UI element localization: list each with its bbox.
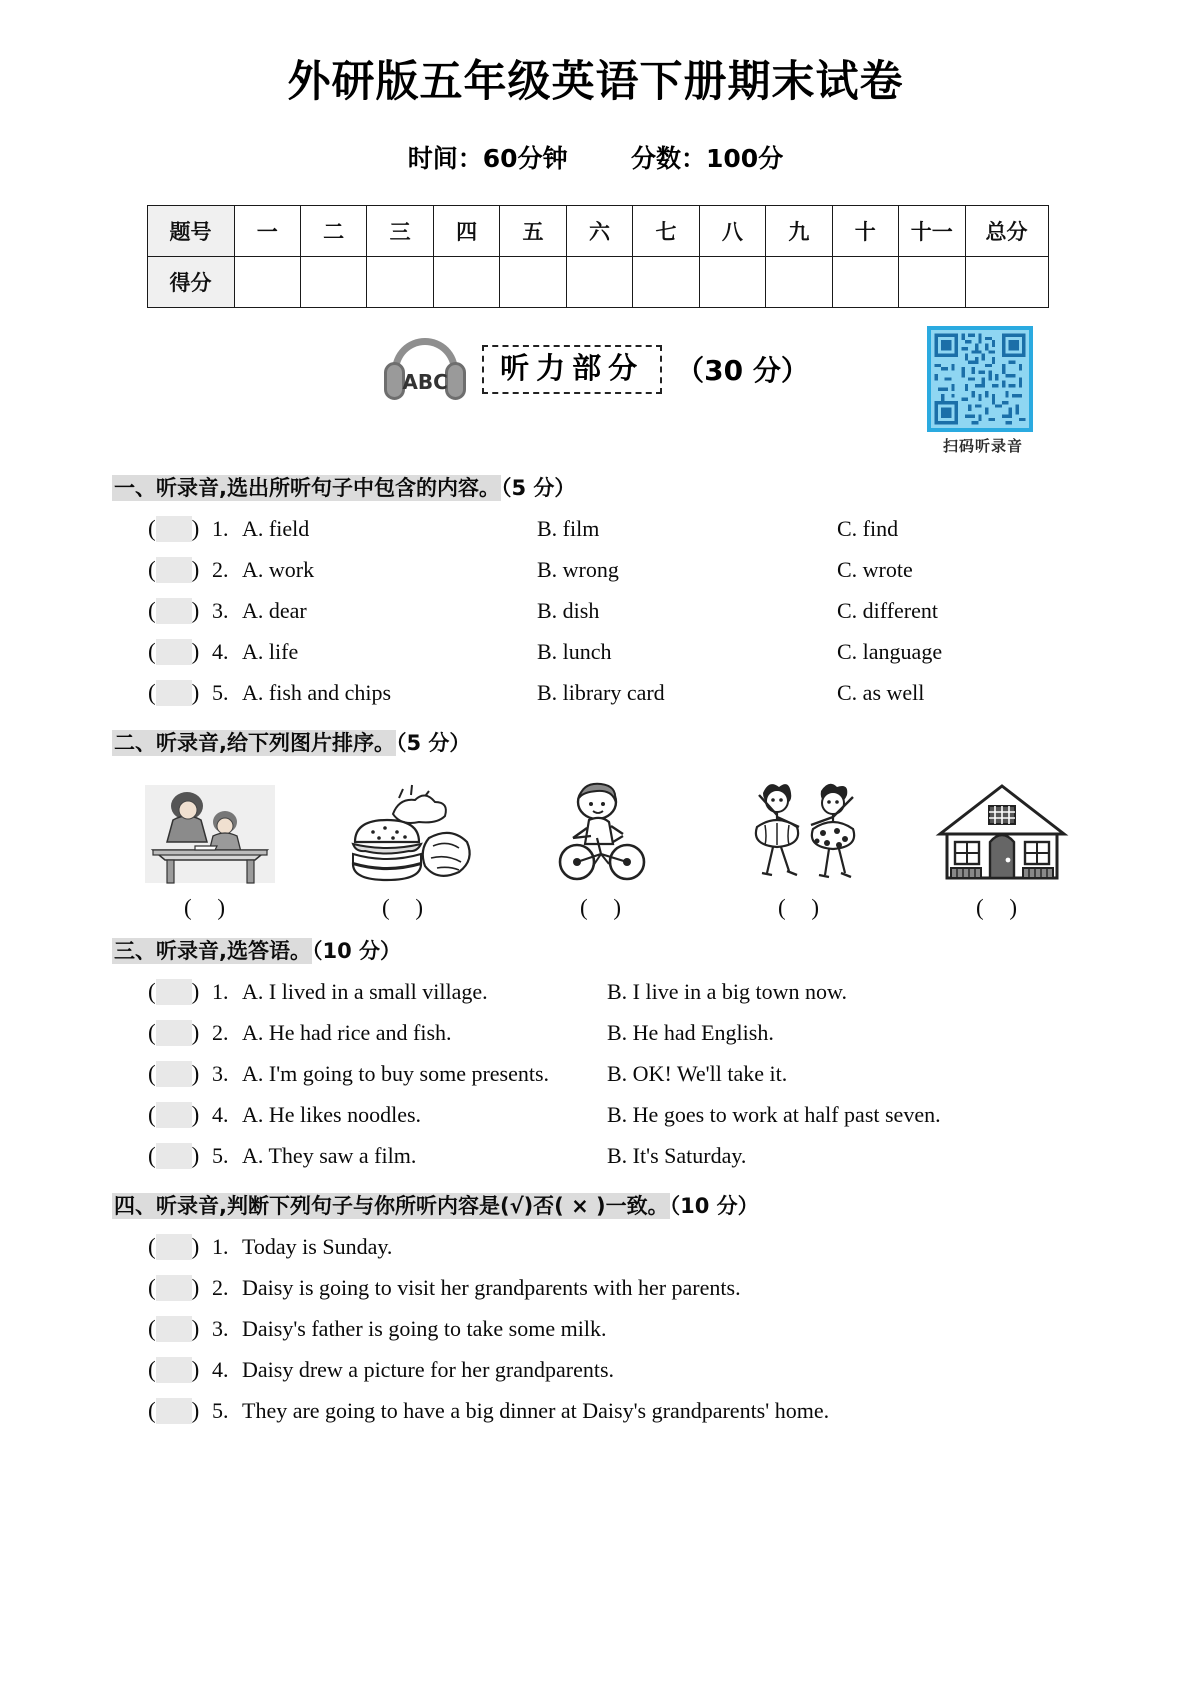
child-riding-bicycle-icon [531, 780, 681, 885]
statement-text: Daisy is going to visit her grandparents with her parents. [242, 1275, 741, 1300]
question-row [148, 1053, 1191, 1094]
option-a[interactable]: A. They saw a film. [242, 1143, 417, 1168]
section-1-points: （5 分） [500, 476, 576, 500]
question-number: 4. [212, 639, 229, 664]
score-table-col-0: 一 [234, 206, 300, 257]
score-table-col-3: 四 [433, 206, 499, 257]
answer-blank[interactable]: ( ) [148, 680, 200, 705]
option-a[interactable]: A. He had rice and fish. [242, 1020, 452, 1045]
question-number: 4. [212, 1102, 229, 1127]
score-table-row-label-0: 题号 [147, 206, 234, 257]
section-heading-1 [0, 472, 1191, 502]
question-row [148, 1135, 1191, 1176]
question-number: 3. [212, 1316, 229, 1341]
score-cell-6[interactable] [633, 257, 699, 308]
score-table-col-2: 三 [367, 206, 433, 257]
question-number: 4. [212, 1357, 229, 1382]
mother-and-child-reading-at-desk-icon [135, 780, 285, 885]
section-2-title: 二、听录音,给下列图片排序。 [114, 731, 395, 755]
option-a[interactable]: A. work [242, 557, 315, 582]
question-row [148, 508, 1191, 549]
score-cell-9[interactable] [832, 257, 898, 308]
picture-item [333, 775, 483, 921]
answer-blank[interactable]: ( ) [148, 1275, 200, 1300]
score-cell-8[interactable] [766, 257, 832, 308]
picture-item [531, 775, 681, 921]
picture-order-blank[interactable]: ( ) [579, 895, 632, 920]
score-cell-11[interactable] [965, 257, 1048, 308]
score-table-wrapper [143, 205, 1049, 308]
question-row [148, 549, 1191, 590]
score-table [147, 205, 1049, 308]
option-b[interactable]: B. OK! We'll take it. [607, 1061, 788, 1086]
picture-order-blank[interactable]: ( ) [381, 895, 434, 920]
section-heading-2 [0, 727, 1191, 757]
score-cell-0[interactable] [234, 257, 300, 308]
section-4-points: （10 分） [669, 1194, 759, 1218]
section-3-points: （10 分） [311, 939, 402, 963]
option-a[interactable]: A. I lived in a small village. [242, 979, 488, 1004]
question-row [148, 631, 1191, 672]
score-table-col-4: 五 [500, 206, 566, 257]
option-c[interactable]: C. wrote [837, 557, 913, 582]
score-table-col-1: 二 [300, 206, 366, 257]
section-2-points: （5 分） [395, 731, 471, 755]
score-table-col-11: 总分 [965, 206, 1048, 257]
option-b[interactable]: B. It's Saturday. [607, 1143, 747, 1168]
score-cell-4[interactable] [500, 257, 566, 308]
picture-item [729, 775, 879, 921]
question-row [148, 590, 1191, 631]
picture-box [135, 775, 285, 885]
section-2-pictures [0, 775, 1191, 921]
qr-code-block[interactable] [927, 326, 1039, 456]
question-number: 3. [212, 598, 229, 623]
option-b[interactable]: B. He had English. [607, 1020, 774, 1045]
listening-section-banner [0, 326, 1191, 458]
section-4-questions [0, 1226, 1191, 1431]
qr-code-icon[interactable] [927, 326, 1033, 432]
option-b[interactable]: B. lunch [537, 639, 612, 664]
question-row [148, 971, 1191, 1012]
section-3-title: 三、听录音,选答语。 [114, 939, 311, 963]
question-number: 2. [212, 1020, 229, 1045]
option-a[interactable]: A. dear [242, 598, 307, 623]
picture-box [927, 775, 1077, 885]
score-cell-5[interactable] [566, 257, 632, 308]
option-a[interactable]: A. fish and chips [242, 680, 392, 705]
picture-order-blank[interactable]: ( ) [777, 895, 830, 920]
option-a[interactable]: A. life [242, 639, 299, 664]
question-number: 2. [212, 1275, 229, 1300]
option-b[interactable]: B. film [537, 516, 600, 541]
option-b[interactable]: B. wrong [537, 557, 619, 582]
question-number: 1. [212, 979, 229, 1004]
picture-box [531, 775, 681, 885]
answer-blank[interactable]: ( ) [148, 1316, 200, 1341]
option-b[interactable]: B. He goes to work at half past seven. [607, 1102, 941, 1127]
question-row [148, 1094, 1191, 1135]
score-table-header-row [147, 206, 1048, 257]
exam-meta [0, 139, 1191, 175]
score-cell-3[interactable] [433, 257, 499, 308]
statement-text: Daisy's father is going to take some milk. [242, 1316, 607, 1341]
score-table-col-9: 十 [832, 206, 898, 257]
statement-text: Today is Sunday. [242, 1234, 393, 1259]
answer-blank[interactable]: ( ) [148, 516, 200, 541]
question-row [148, 1390, 1191, 1431]
question-number: 3. [212, 1061, 229, 1086]
score-table-col-6: 七 [633, 206, 699, 257]
answer-blank[interactable]: ( ) [148, 1102, 200, 1127]
score-table-col-8: 九 [766, 206, 832, 257]
answer-blank[interactable]: ( ) [148, 639, 200, 664]
score-cell-1[interactable] [300, 257, 366, 308]
time-label: 时间：60分钟 [407, 144, 568, 173]
question-number: 1. [212, 1234, 229, 1259]
section-heading-3 [0, 935, 1191, 965]
page-title: 外研版五年级英语下册期末试卷 [287, 57, 904, 107]
score-table-row-label-1: 得分 [147, 257, 234, 308]
qr-caption: 扫码听录音 [942, 437, 1023, 455]
question-row [148, 672, 1191, 713]
question-number: 5. [212, 680, 229, 705]
question-row [148, 1349, 1191, 1390]
picture-box [729, 775, 879, 885]
score-cell-10[interactable] [899, 257, 965, 308]
section-1-title: 一、听录音,选出所听句子中包含的内容。 [114, 476, 500, 500]
listening-title: 听力部分 [482, 345, 662, 394]
hamburger-and-food-icon [333, 780, 483, 885]
headphone-abc-label: ABC [402, 370, 448, 394]
answer-blank[interactable]: ( ) [148, 1398, 200, 1423]
statement-text: Daisy drew a picture for her grandparents. [242, 1357, 615, 1382]
option-b[interactable]: B. I live in a big town now. [607, 979, 847, 1004]
headphone-icon [382, 336, 468, 402]
option-b[interactable]: B. library card [537, 680, 665, 705]
question-row [148, 1267, 1191, 1308]
answer-blank[interactable]: ( ) [148, 1357, 200, 1382]
score-cell-2[interactable] [367, 257, 433, 308]
house-icon [927, 780, 1077, 885]
option-c[interactable]: C. different [837, 598, 939, 623]
option-c[interactable]: C. language [837, 639, 943, 664]
answer-blank[interactable]: ( ) [148, 1061, 200, 1086]
score-table-col-5: 六 [566, 206, 632, 257]
score-table-value-row [147, 257, 1048, 308]
listening-points: （30 分） [676, 354, 809, 387]
picture-item [927, 775, 1077, 921]
answer-blank[interactable]: ( ) [148, 557, 200, 582]
option-c[interactable]: C. find [837, 516, 899, 541]
question-number: 5. [212, 1398, 229, 1423]
section-4-title: 四、听录音,判断下列句子与你所听内容是(√)否( × )一致。 [114, 1194, 669, 1218]
option-a[interactable]: A. He likes noodles. [242, 1102, 422, 1127]
answer-blank[interactable]: ( ) [148, 1143, 200, 1168]
option-a[interactable]: A. field [242, 516, 310, 541]
score-table-col-10: 十一 [899, 206, 965, 257]
option-b[interactable]: B. dish [537, 598, 600, 623]
answer-blank[interactable]: ( ) [148, 1020, 200, 1045]
exam-content [0, 472, 1191, 1431]
picture-box [333, 775, 483, 885]
section-heading-4 [0, 1190, 1191, 1220]
option-c[interactable]: C. as well [837, 680, 925, 705]
picture-item [135, 775, 285, 921]
picture-order-blank[interactable]: ( ) [183, 895, 236, 920]
answer-blank[interactable]: ( ) [148, 1234, 200, 1259]
answer-blank[interactable]: ( ) [148, 598, 200, 623]
question-row [148, 1308, 1191, 1349]
score-cell-7[interactable] [699, 257, 765, 308]
score-table-col-7: 八 [699, 206, 765, 257]
question-row [148, 1012, 1191, 1053]
picture-order-blank[interactable]: ( ) [975, 895, 1028, 920]
question-row [148, 1226, 1191, 1267]
section-3-questions [0, 971, 1191, 1176]
question-number: 2. [212, 557, 229, 582]
option-a[interactable]: A. I'm going to buy some presents. [242, 1061, 550, 1086]
statement-text: They are going to have a big dinner at Daisy's grandparents' home. [242, 1398, 830, 1423]
score-label: 分数：100分 [631, 144, 784, 173]
question-number: 5. [212, 1143, 229, 1168]
answer-blank[interactable]: ( ) [148, 979, 200, 1004]
section-1-questions [0, 508, 1191, 713]
question-number: 1. [212, 516, 229, 541]
two-girls-dancing-icon [729, 777, 879, 885]
